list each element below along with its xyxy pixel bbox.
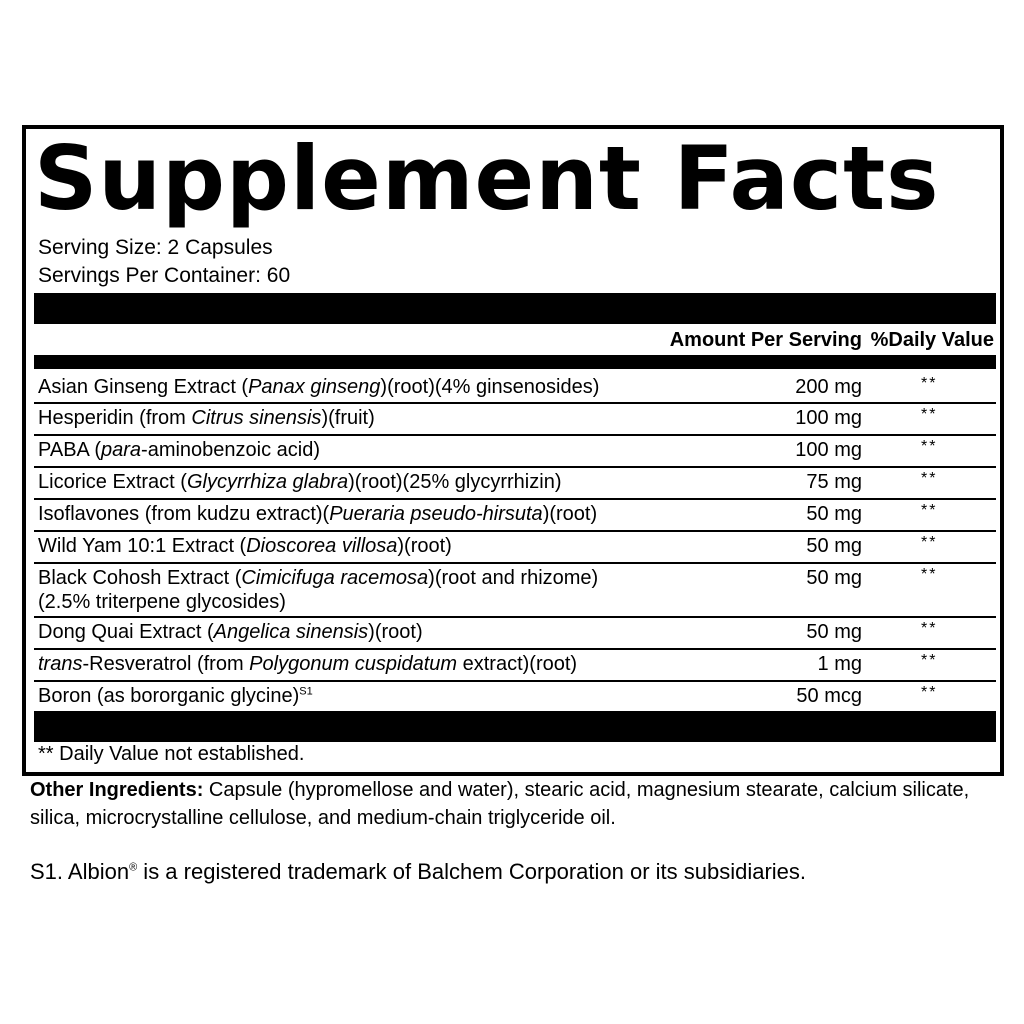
column-header-row bbox=[34, 327, 996, 357]
ingredient-name bbox=[38, 652, 778, 676]
ingredient-latin-name: Panax ginseng bbox=[248, 376, 381, 398]
ingredient-amount: 50 mg bbox=[806, 503, 862, 525]
ingredient-latin-name: Polygonum cuspidatum bbox=[249, 653, 458, 675]
ingredient-daily-value: ** bbox=[921, 652, 938, 669]
ingredient-name bbox=[38, 534, 778, 558]
ingredient-name bbox=[38, 375, 778, 399]
other-ingredients-label: Other Ingredients: bbox=[30, 779, 204, 801]
ingredient-latin-name: Citrus sinensis bbox=[191, 407, 322, 429]
thick-divider-bottom bbox=[34, 711, 996, 742]
trademark-note bbox=[30, 858, 806, 886]
ingredient-row bbox=[34, 618, 996, 650]
amount-per-serving-header: Amount Per Serving bbox=[669, 329, 862, 351]
ingredient-amount: 100 mg bbox=[795, 407, 862, 429]
other-ingredients bbox=[30, 776, 980, 832]
thick-divider-top bbox=[34, 293, 996, 324]
ingredient-name-text: Boron (as bororganic glycine) bbox=[38, 685, 300, 707]
ingredient-name-text: extract)(root) bbox=[457, 653, 578, 675]
ingredient-daily-value: ** bbox=[921, 438, 938, 455]
ingredient-latin-name: Dioscorea villosa bbox=[246, 535, 398, 557]
trademark-pre: S1. Albion bbox=[30, 859, 130, 884]
ingredient-latin-name: Angelica sinensis bbox=[213, 621, 369, 643]
ingredient-latin-name: Pueraria pseudo-hirsuta bbox=[329, 503, 543, 525]
ingredient-daily-value: ** bbox=[921, 620, 938, 637]
ingredient-name bbox=[38, 470, 778, 494]
ingredient-name bbox=[38, 566, 778, 614]
ingredient-amount: 50 mg bbox=[806, 621, 862, 643]
serving-size: Serving Size: 2 Capsules bbox=[38, 236, 273, 259]
ingredient-name-line2: (2.5% triterpene glycosides) bbox=[38, 591, 286, 613]
registered-mark: ® bbox=[129, 861, 138, 874]
ingredient-name-text: )(fruit) bbox=[321, 407, 375, 429]
ingredient-row bbox=[34, 500, 996, 532]
ingredient-row bbox=[34, 564, 996, 618]
ingredient-row bbox=[34, 436, 996, 468]
ingredient-name-text: Isoflavones (from kudzu extract)( bbox=[38, 503, 330, 525]
ingredient-daily-value: ** bbox=[921, 470, 938, 487]
ingredient-amount: 100 mg bbox=[795, 439, 862, 461]
ingredient-name bbox=[38, 684, 778, 708]
ingredient-daily-value: ** bbox=[921, 566, 938, 583]
ingredient-name-text: )(root)(25% glycyrrhizin) bbox=[348, 471, 562, 493]
ingredient-name-text: Wild Yam 10:1 Extract ( bbox=[38, 535, 247, 557]
ingredient-name-text: Dong Quai Extract ( bbox=[38, 621, 214, 643]
ingredient-name-text: PABA ( bbox=[38, 439, 101, 461]
trademark-post: is a registered trademark of Balchem Corporation or its subsidiaries. bbox=[137, 859, 807, 884]
ingredient-amount: 200 mg bbox=[795, 376, 862, 398]
ingredient-row bbox=[34, 682, 996, 712]
ingredient-daily-value: ** bbox=[921, 534, 938, 551]
ingredient-amount: 1 mg bbox=[817, 653, 862, 675]
ingredient-name-text: )(root) bbox=[368, 621, 423, 643]
ingredient-latin-name: Cimicifuga racemosa bbox=[241, 567, 429, 589]
ingredient-name bbox=[38, 502, 778, 526]
ingredient-latin-name: Glycyrrhiza glabra bbox=[186, 471, 349, 493]
ingredient-amount: 50 mcg bbox=[796, 685, 862, 707]
ingredient-name-text: Licorice Extract ( bbox=[38, 471, 187, 493]
ingredient-daily-value: ** bbox=[921, 502, 938, 519]
medium-divider bbox=[34, 355, 996, 369]
ingredient-name-text: )(root) bbox=[397, 535, 452, 557]
ingredient-name-text: Black Cohosh Extract ( bbox=[38, 567, 242, 589]
ingredient-latin-name: trans bbox=[38, 653, 83, 675]
ingredient-name-text: -Resveratrol (from bbox=[82, 653, 250, 675]
footnote-marker: S1 bbox=[299, 685, 313, 698]
ingredient-daily-value: ** bbox=[921, 375, 938, 392]
ingredient-name bbox=[38, 406, 778, 430]
ingredient-row bbox=[34, 650, 996, 682]
ingredient-name-text: Asian Ginseng Extract ( bbox=[38, 376, 249, 398]
other-ingredients-text: Capsule (hypromellose and water), stearic acid, magnesium stearate, calcium silicate, silica, microcrystalline cellulose, and medium-chain triglyceride oil. bbox=[30, 779, 970, 829]
ingredient-name-text: -aminobenzoic acid) bbox=[141, 439, 321, 461]
ingredient-row bbox=[34, 468, 996, 500]
ingredient-name bbox=[38, 620, 778, 644]
panel-title: Supplement Facts bbox=[34, 127, 940, 230]
ingredient-amount: 50 mg bbox=[806, 535, 862, 557]
servings-per-container: Servings Per Container: 60 bbox=[38, 264, 291, 287]
ingredient-name-text: Hesperidin (from bbox=[38, 407, 192, 429]
ingredient-daily-value: ** bbox=[921, 684, 938, 701]
ingredient-name bbox=[38, 438, 778, 462]
ingredient-row bbox=[34, 532, 996, 564]
daily-value-footnote: ** Daily Value not established. bbox=[38, 743, 305, 765]
daily-value-header: %Daily Value bbox=[870, 329, 994, 351]
ingredient-latin-name: para bbox=[101, 439, 142, 461]
ingredient-name-text: )(root)(4% ginsenosides) bbox=[380, 376, 600, 398]
ingredient-row bbox=[34, 404, 996, 436]
ingredient-amount: 75 mg bbox=[806, 471, 862, 493]
ingredient-daily-value: ** bbox=[921, 406, 938, 423]
ingredient-list bbox=[34, 373, 996, 712]
supplement-facts-panel bbox=[22, 125, 1004, 776]
ingredient-row bbox=[34, 373, 996, 404]
ingredient-name-text: )(root) bbox=[542, 503, 598, 525]
ingredient-name-text: )(root and rhizome) bbox=[428, 567, 599, 589]
ingredient-amount: 50 mg bbox=[806, 567, 862, 589]
